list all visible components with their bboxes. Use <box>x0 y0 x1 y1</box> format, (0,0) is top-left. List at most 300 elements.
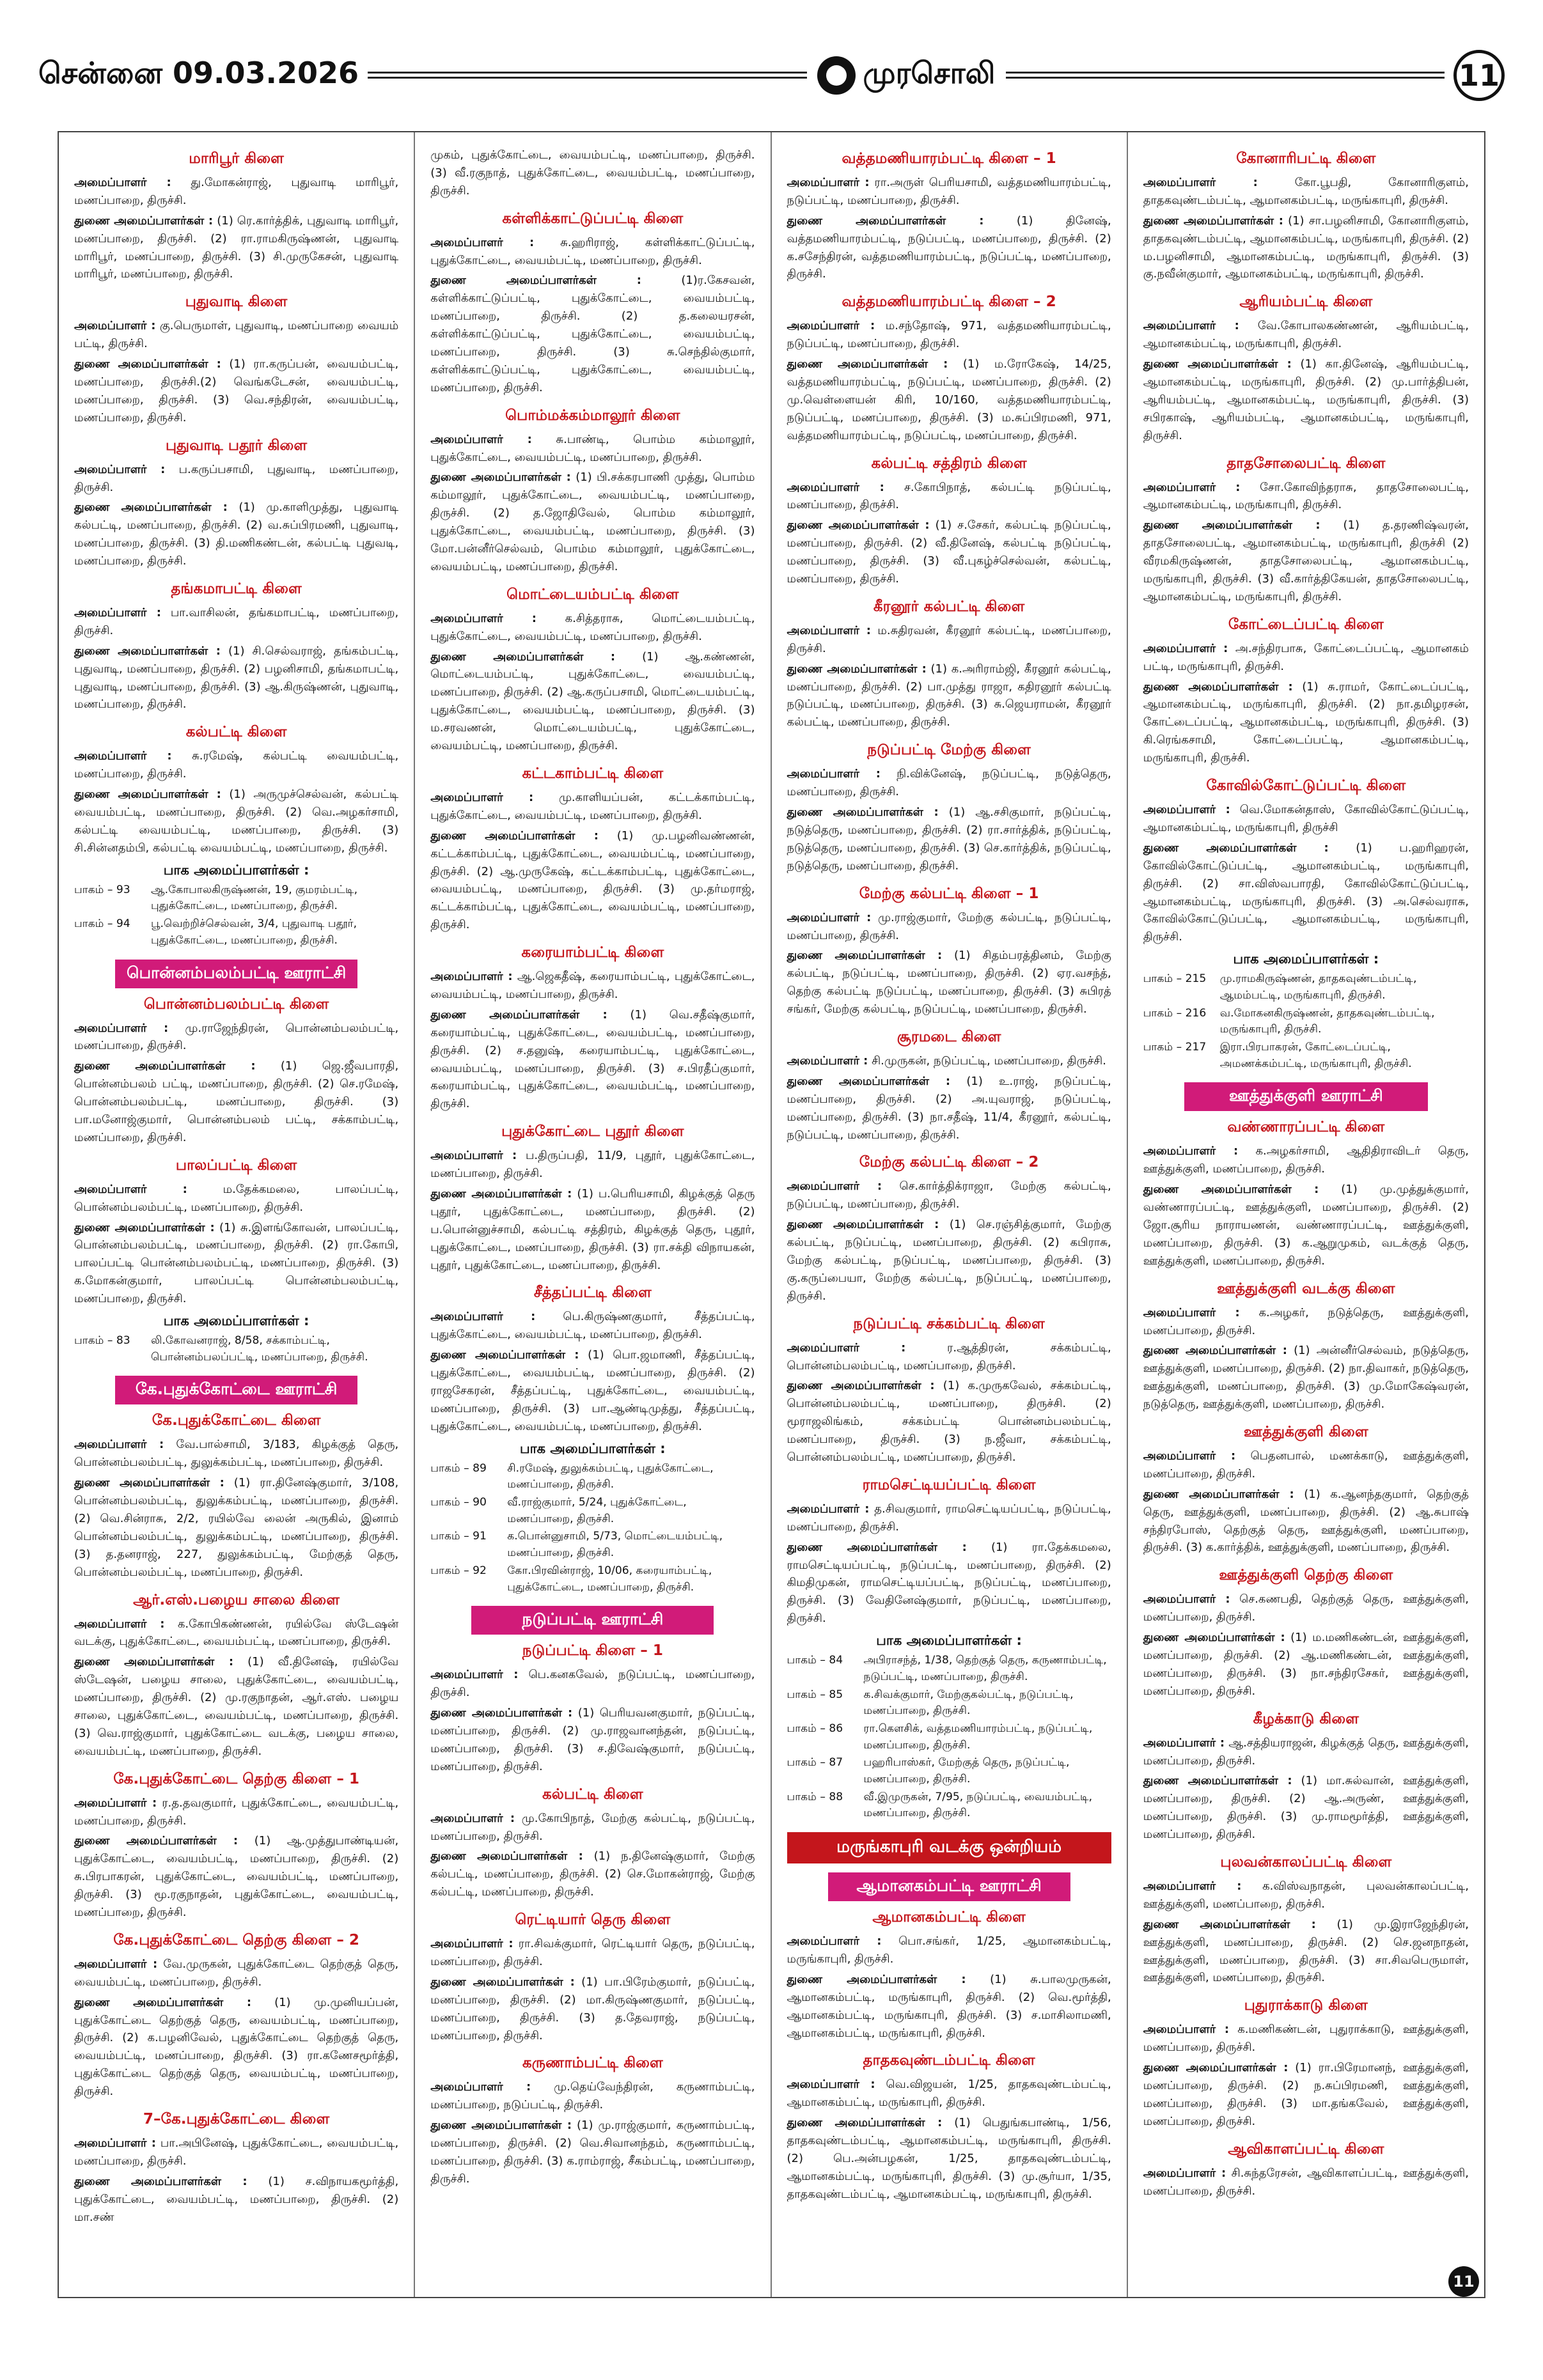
branch-section <box>74 724 398 949</box>
branch-title: தாதசோலைபட்டி கிளை <box>1226 455 1386 472</box>
branch-title: ஊத்துக்குளி கிளை <box>1244 1423 1368 1440</box>
branch-title: பொம்மக்கம்மாலூர் கிளை <box>505 407 680 424</box>
masthead <box>817 56 996 95</box>
deputy-value: (1) மு.காளிமுத்து, புதுவாடி கல்பட்டி, மணப்பாறை, திருச்சி. (2) வ.சுப்பிரமணி, புதுவாடி, மணப்பாறை, திருச்சி. (3) தி.மணிகண்டன், கல்பட்டி புதுவடி, மணப்பாறை, திருச்சி. <box>74 501 399 568</box>
organizer-value: ம.சுதிரவன், கீரனூர் கல்பட்டி, மணப்பாறை, திருச்சி. <box>787 623 1111 655</box>
deputy-label: துணை அமைப்பாளர்கள் : <box>1143 2061 1288 2075</box>
organizer-value: பெ.கனகவேல், நடுப்பட்டி, மணப்பாறை, திருச்சி. <box>430 1668 755 1700</box>
part-organizer: வ.மோகனகிருஷ்ணன், தாதகவுண்டம்பட்டி, மருங்காபுரி, திருச்சி. <box>1219 1006 1435 1036</box>
deputy-value: (1) ச.விநாயகமூர்த்தி, புதுக்கோட்டை, வையம்பட்டி, மணப்பாறை, திருச்சி. (2) மா.சண் <box>74 2174 399 2224</box>
branch-title: ஊத்துக்குளி வடக்கு கிளை <box>1217 1280 1395 1297</box>
organizer-line <box>74 1020 398 1055</box>
organizer-line <box>430 610 755 646</box>
deputy-value: (1) உ.ராஜ், நடுப்பட்டி, மணப்பாறை, திருச்சி. (2) அ.யுவராஜ், நடுப்பட்டி, மணப்பாறை, திருச்சி. (3) நா.சதீஷ், 11/4, கீரனூர், கல்பட்டி, நடுப்பட்டி, மணப்பாறை, திருச்சி. <box>787 1074 1111 1142</box>
branch-title: கட்டகாம்பட்டி கிளை <box>522 765 664 782</box>
part-organizers-list <box>787 1653 1111 1822</box>
deputy-value: (1) ம.மணிகண்டன், ஊத்துக்குளி, மணப்பாறை, திருச்சி. (2) ஆ.மணிகண்டன், ஊத்துக்குளி, மணப்பாறை, திருச்சி. (3) நா.சந்திரசேகர், ஊத்துக்குளி, மணப்பாறை, திருச்சி. <box>1143 1631 1469 1698</box>
part-row <box>787 1653 1111 1685</box>
deputy-value: (1) ம.ரோகேஷ், 14/25, வத்தமணியாரம்பட்டி, நடுப்பட்டி, மணப்பாறை, திருச்சி. (2) மு.வெள்ளையன் கிரி, 10/160, வத்தமணியாரம்பட்டி, நடுப்பட்டி, மணப்பாறை, திருச்சி. (3) ம.சுப்பிரமணி, 971, வத்தமணியாரம்பட்டி, நடுப்பட்டி, மணப்பாறை, திருச்சி. <box>787 357 1111 442</box>
branch-section <box>1143 2141 1469 2200</box>
branch-section <box>1143 616 1469 767</box>
organizer-label: அமைப்பாளர் : <box>430 432 532 446</box>
organizer-value: ர.த.தவகுமார், புதுக்கோட்டை, வையம்பட்டி, மணப்பாறை, திருச்சி. <box>74 1796 399 1828</box>
deputy-value: (1) பி.சக்கரபாணி முத்து, பொம்ம கம்மாலூர், புதுக்கோட்டை, வையம்பட்டி, மணப்பாறை, திருச்சி. (2) த.ஜோதிவேல், பொம்ம கம்மாலூர், புதுக்கோட்டை, வையம்பட்டி, மணப்பாறை, திருச்சி. (3) மோ.பன்னீர்செல்வம், பொம்ம கம்மாலூர், புதுக்கோட்டை, வையம்பட்டி, மணப்பாறை, திருச்சி. <box>430 471 755 573</box>
part-organizer: வீ.ராஜ்குமார், 5/24, புதுக்கோட்டை, மணப்பாறை, திருச்சி. <box>507 1496 687 1525</box>
deputy-label: துணை அமைப்பாளர்கள் : <box>430 471 571 485</box>
organizer-label: அமைப்பாளர் : <box>1143 1592 1230 1606</box>
deputy-value: (1) சா.பழனிசாமி, கோனாரிகுளம், தாதகவுண்டம்பட்டி, ஆமானகம்பட்டி, மருங்காபுரி, திருச்சி. (2) ம.பழனிசாமி, ஆமானகம்பட்டி, மருங்காபுரி, திருச்சி. (3) கு.நவீன்குமார், ஆமானகம்பட்டி, மருங்காபுரி, திருச்சி. <box>1143 214 1469 281</box>
deputy-value: (1) ப.ஹரிஹரன், கோவில்கோட்டுப்பட்டி, ஆமானகம்பட்டி, மருங்காபுரி, திருச்சி. (2) சா.விஸ்வபாரதி, கோவில்கோட்டுப்பட்டி, ஆமானகம்பட்டி, மருங்காபுரி, திருச்சி. (3) அ.செல்வராசு, கோவில்கோட்டுப்பட்டி, ஆமானகம்பட்டி, மருங்காபுரி, திருச்சி. <box>1143 841 1469 944</box>
organizer-value: பா.அபினேஷ், புதுக்கோட்டை, வையம்பட்டி, மணப்பாறை, திருச்சி. <box>74 2136 399 2168</box>
branch-section <box>74 996 398 1147</box>
organizer-value: ரா.அருள் பெரியசாமி, வத்தமணியாரம்பட்டி, நடுப்பட்டி, மணப்பாறை, திருச்சி. <box>787 176 1111 207</box>
organizer-label: அமைப்பாளர் : <box>430 790 534 804</box>
deputy-organizers-line <box>74 1653 398 1760</box>
organizer-line <box>74 1794 398 1830</box>
organizer-value: கோ.பூபதி, கோனாரிகுளம், தாதகவுண்டம்பட்டி, ஆமானகம்பட்டி, மருங்காபுரி, திருச்சி. <box>1143 176 1469 207</box>
deputy-organizers-line <box>787 1539 1111 1628</box>
organizer-label: அமைப்பாளர் : <box>787 176 870 189</box>
organizer-label: அமைப்பாளர் : <box>787 1502 870 1516</box>
deputy-value: (1)ர.கேசவன், கள்ளிக்காட்டுப்பட்டி, புதுக்கோட்டை, வையம்பட்டி, மணப்பாறை, திருச்சி. (2) த.கலையரசன், கள்ளிக்காட்டுப்பட்டி, புதுக்கோட்டை, வையம்பட்டி, மணப்பாறை, திருச்சி. (3) சு.செந்தில்குமார், கள்ளிக்காட்டுப்பட்டி, புதுக்கோட்டை, வையம்பட்டி, மணப்பாறை, திருச்சி. <box>430 274 755 394</box>
branch-title: கோனாரிபட்டி கிளை <box>1236 150 1376 167</box>
deputy-label: துணை அமைப்பாளர்கள் : <box>430 2119 572 2133</box>
organizer-value: ச.கோபிநாத், கல்பட்டி நடுப்பட்டி, மணப்பாறை, திருச்சி. <box>787 480 1111 512</box>
column-1 <box>59 132 415 2297</box>
part-row <box>430 1461 755 1493</box>
deputy-organizers-line <box>430 1973 755 2045</box>
organizer-label: அமைப்பாளர் : <box>74 176 171 189</box>
branch-title: மொட்டையம்பட்டி கிளை <box>506 586 679 603</box>
part-number: பாகம் – 94 <box>74 917 130 931</box>
deputy-organizers-line <box>430 469 755 575</box>
deputy-value: (1) தினேஷ், வத்தமணியாரம்பட்டி, நடுப்பட்டி, மணப்பாறை, திருச்சி. (2) க.சசேந்திரன், வத்தமணியாரம்பட்டி, நடுப்பட்டி, மணப்பாறை, திருச்சி. <box>787 214 1111 281</box>
branch-title: 7–கே.புதுக்கோட்டை கிளை <box>143 2111 330 2128</box>
branch-section <box>787 455 1111 588</box>
deputy-label: துணை அமைப்பாளர்கள் : <box>430 1706 573 1720</box>
organizer-value: க.சித்தராசு, மொட்டையம்பட்டி, புதுக்கோட்டை, வையம்பட்டி, மணப்பாறை, திருச்சி. <box>430 611 755 643</box>
organizer-line <box>787 2076 1111 2112</box>
branch-title: வத்தமணியாரம்பட்டி கிளை – 2 <box>842 293 1056 311</box>
deputy-label: துணை அமைப்பாளர்கள் : <box>74 644 221 658</box>
deputy-organizers-line <box>1143 517 1469 605</box>
branch-title: ஆவிகாளப்பட்டி கிளை <box>1228 2140 1384 2158</box>
deputy-value: (1) சிதம்பரத்தினம், மேற்கு கல்பட்டி, நடுப்பட்டி, மணப்பாறை, திருச்சி. (2) ஏர.வசந்த், தெற்கு கல்பட்டி நடுப்பட்டி, மணப்பாறை, திருச்சி. (3) சுபிரத் சங்கர், மேற்கு கல்பட்டி, நடுப்பட்டி, மணப்பாறை, திருச்சி. <box>787 949 1111 1016</box>
organizer-label: அமைப்பாளர் : <box>787 1934 882 1948</box>
deputy-value: (1) வெ.சதீஷ்குமார், கரையாம்பட்டி, புதுக்கோட்டை, வையம்பட்டி, மணப்பாறை, திருச்சி. (2) ச.தனுஷ், கரையாம்பட்டி, புதுக்கோட்டை, வையம்பட்டி, மணப்பாறை, திருச்சி. (3) ச.பிரதீப்குமார், கரையாம்பட்டி, புதுக்கோட்டை, வையம்பட்டி, மணப்பாறை, திருச்சி. <box>430 1007 755 1111</box>
organizer-value: க.அழகர்சாமி, ஆதிதிராவிடர் தெரு, ஊத்துக்குளி, மணப்பாறை, திருச்சி. <box>1143 1144 1469 1176</box>
deputy-label: துணை அமைப்பாளர்கள் : <box>74 357 221 371</box>
deputy-organizers-line <box>74 786 398 857</box>
organizer-line <box>787 1178 1111 1213</box>
deputy-value: (1) செ.ரஞ்சித்குமார், மேற்கு கல்பட்டி, நடுப்பட்டி, மணப்பாறை, திருச்சி. (2) கபிராசு, மேற்கு கல்பட்டி, நடுப்பட்டி, மணப்பாறை, திருச்சி. (3) கு.கருப்பையா, மேற்கு கல்பட்டி, நடுப்பட்டி, மணப்பாறை, திருச்சி. <box>787 1218 1111 1303</box>
branch-section <box>430 1642 755 1775</box>
column-4 <box>1128 132 1484 2297</box>
organizer-line <box>787 765 1111 801</box>
deputy-label: துணை அமைப்பாளர்கள் : <box>74 1220 215 1234</box>
part-organizers-list <box>74 882 398 949</box>
deputy-label: துணை அமைப்பாளர்கள் : <box>787 518 930 533</box>
branch-title: கோவில்கோட்டுப்பட்டி கிளை <box>1206 777 1406 795</box>
organizer-label: அமைப்பாளர் : <box>787 623 871 637</box>
organizer-line <box>787 1500 1111 1536</box>
branch-title: நடுப்பட்டி சக்கம்பட்டி கிளை <box>853 1315 1045 1332</box>
branch-section <box>74 150 398 283</box>
organizer-line <box>787 1052 1111 1070</box>
deputy-label: துணை அமைப்பாளர்கள் : <box>787 357 948 371</box>
organizer-value: கு.பெருமாள், புதுவாடி, மணப்பாறை வையம் பட்டி, திருச்சி. <box>74 319 399 351</box>
deputy-label: துணை அமைப்பாளர்கள் : <box>787 1379 935 1393</box>
organizer-value: மு.தெய்வேந்திரன், கருணாம்பட்டி, மணப்பாறை, நடுப்பட்டி, திருச்சி. <box>430 2080 755 2112</box>
branch-title: கே.புதுக்கோட்டை கிளை <box>152 1412 321 1429</box>
deputy-organizers-line <box>787 2114 1111 2203</box>
deputy-value: (1) சு.ராமர், கோட்டைப்பட்டி, ஆமானகம்பட்டி, மருங்காபுரி, திருச்சி. (2) நா.தமிழரசன், கோட்டைப்பட்டி, ஆமானகம்பட்டி, மருங்காபுரி, திருச்சி. (3) கி.ரெங்கசாமி, கோட்டைப்பட்டி, ஆமானகம்பட்டி, மருங்காபுரி, திருச்சி. <box>1143 680 1469 765</box>
deputy-value: (1) ரா.பிரேமானந், ஊத்துக்குளி, மணப்பாறை, திருச்சி. (2) ந.சுப்பிரமணி, ஊத்துக்குளி, மணப்பாறை, திருச்சி. (3) மா.தங்கவேல், ஊத்துக்குளி, மணப்பாறை, திருச்சி. <box>1143 2061 1469 2128</box>
deputy-label: துணை அமைப்பாளர்கள் : <box>430 1849 583 1863</box>
organizer-label: அமைப்பாளர் : <box>1143 641 1228 655</box>
organizer-label: அமைப்பாளர் : <box>1143 2023 1230 2037</box>
organizer-line <box>430 2078 755 2114</box>
deputy-label: துணை அமைப்பாளர்கள் : <box>74 501 228 515</box>
organizer-value: சு.ஹரிராஜ், கள்ளிக்காட்டுப்பட்டி, புதுக்கோட்டை, வையம்பட்டி, மணப்பாறை, திருச்சி. <box>430 235 755 267</box>
organizer-value: பொ.சங்கர், 1/25, ஆமானகம்பட்டி, மருங்காபுரி, திருச்சி. <box>787 1934 1111 1966</box>
part-row <box>787 1721 1111 1754</box>
deputy-value: (1) அன்னீர்செல்வம், நடுத்தெரு, ஊத்துக்குளி, மணப்பாறை, திருச்சி. (2) நா.திவாகர், நடுத்தெரு, ஊத்துக்குளி, மணப்பாறை, திருச்சி. (3) மு.மோகேஷ்வரன், நடுத்தெரு, ஊத்துக்குளி, மணப்பாறை, திருச்சி. <box>1143 1344 1469 1412</box>
part-number: பாகம் – 85 <box>787 1688 843 1701</box>
deputy-label: துணை அமைப்பாளர்கள் : <box>1143 1774 1292 1788</box>
column-2 <box>415 132 771 2297</box>
branch-section <box>1143 150 1469 283</box>
branch-title: மாரிபூர் கிளை <box>189 150 284 167</box>
branch-title: புதுராக்காடு கிளை <box>1244 1997 1368 2014</box>
branch-section <box>430 1786 755 1901</box>
part-number: பாகம் – 83 <box>74 1334 130 1347</box>
rising-sun-logo-icon <box>817 56 856 95</box>
branch-title: கே.புதுக்கோட்டை தெற்கு கிளை – 1 <box>113 1770 360 1787</box>
deputy-organizers-line <box>74 1219 398 1308</box>
branch-title: தங்கமாபட்டி கிளை <box>171 580 302 598</box>
part-organizers-heading: பாக அமைப்பாளர்கள் : <box>163 862 309 878</box>
deputy-organizers-line <box>1143 1772 1469 1844</box>
branch-section <box>430 146 755 200</box>
deputy-label: துணை அமைப்பாளர்கள் : <box>1143 1344 1287 1358</box>
branch-section <box>430 1911 755 2044</box>
branch-section <box>787 1316 1111 1466</box>
organizer-line <box>430 431 755 467</box>
organizer-line <box>430 1147 755 1183</box>
deputy-label: துணை அமைப்பாளர்கள் : <box>787 214 984 228</box>
organizer-line <box>787 174 1111 210</box>
branch-section <box>787 293 1111 444</box>
organizer-line <box>1143 1304 1469 1340</box>
organizer-line <box>430 789 755 825</box>
organizer-line <box>787 909 1111 945</box>
deputy-label: துணை அமைப்பாளர்கள் : <box>1143 518 1320 533</box>
branch-section <box>787 885 1111 1018</box>
organizer-value: மு.காளியப்பன், கட்டக்காம்பட்டி, புதுக்கோட்டை, வையம்பட்டி, மணப்பாறை, திருச்சி. <box>430 790 755 822</box>
organizer-value: வெ.மோகன்தாஸ், கோவில்கோட்டுப்பட்டி, ஆமானகம்பட்டி, மருங்காபுரி, திருச்சி <box>1143 803 1469 834</box>
deputy-organizers-line <box>430 1346 755 1435</box>
organizer-label: அமைப்பாளர் : <box>74 462 166 476</box>
branch-section <box>430 1123 755 1274</box>
branch-title: கீழக்காடு கிளை <box>1253 1710 1359 1727</box>
branch-section <box>787 1477 1111 1822</box>
deputy-label: துணை அமைப்பாளர்கள் : <box>1143 214 1283 228</box>
branch-title: புலவன்காலப்பட்டி கிளை <box>1220 1854 1392 1871</box>
organizer-value: ம.தேக்கமலை, பாலப்பட்டி, பொன்னம்பலம்பட்டி, மணப்பாறை, திருச்சி. <box>74 1182 399 1214</box>
deputy-value: (1) க.அரிராம்ஜி, கீரனூர் கல்பட்டி, மணப்பாறை, திருச்சி. (2) பா.முத்து ராஜா, கதிரனூர் கல்பட்டி நடுப்பட்டி, மணப்பாறை, திருச்சி. (3) சு.ஜெயராமன், கீரனூர் கல்பட்டி, மணப்பாறை, திருச்சி. <box>787 662 1111 729</box>
deputy-label: துணை அமைப்பாளர்கள் : <box>74 788 221 802</box>
branch-section <box>1143 777 1469 1072</box>
header-rule-left <box>368 72 806 79</box>
deputy-organizers-line <box>787 355 1111 444</box>
organizer-label: அமைப்பாளர் : <box>787 480 884 494</box>
organizer-label: அமைப்பாளர் : <box>74 1617 165 1631</box>
deputy-label: துணை அமைப்பாளர்கள் : <box>74 1834 239 1848</box>
deputy-value: (1) மு.பழனிவண்ணன், கட்டக்காம்பட்டி, புதுக்கோட்டை, வையம்பட்டி, மணப்பாறை, திருச்சி. (2) ஆ.முருகேஷ், கட்டக்காம்பட்டி, புதுக்கோட்டை, வையம்பட்டி, மணப்பாறை, திருச்சி. (3) மு.தர்மராஜ், கட்டக்காம்பட்டி, புதுக்கோட்டை, வையம்பட்டி, மணப்பாறை, திருச்சி. <box>430 828 755 932</box>
branch-title: ராமசெட்டியப்பட்டி கிளை <box>862 1476 1036 1493</box>
branch-section <box>74 580 398 713</box>
part-organizers-heading: பாக அமைப்பாளர்கள் : <box>520 1440 666 1456</box>
organizer-label: அமைப்பாளர் : <box>74 1182 187 1196</box>
organizer-label: அமைப்பாளர் : <box>430 2080 531 2094</box>
branch-section <box>74 1592 398 1761</box>
organizer-label: அமைப்பாளர் : <box>430 1937 513 1951</box>
organizer-label: அமைப்பாளர் : <box>74 1796 157 1810</box>
deputy-label: துணை அமைப்பாளர்கள் : <box>74 1995 252 2009</box>
organizer-value: வே.பால்சாமி, 3/183, கிழக்குத் தெரு, பொன்னம்பலம்பட்டி, துலுக்கம்பட்டி, மணப்பாறை, திருச்சி. <box>74 1438 399 1470</box>
deputy-label: துணை அமைப்பாளர்கள் : <box>787 805 939 820</box>
branch-title: கல்பட்டி சத்திரம் கிளை <box>871 455 1027 472</box>
part-number: பாகம் – 87 <box>787 1756 843 1769</box>
deputy-value: (1) மு.முத்துக்குமார், வண்ணாரப்பட்டி, ஊத்துக்குளி, மணப்பாறை, திருச்சி. (2) ஜோ.சூரிய நாராயணன், வண்ணாரப்பட்டி, ஊத்துக்குளி, மணப்பாறை, திருச்சி. (3) க.ஆறுமுகம், வடக்குத் தெரு, ஊத்துக்குளி, மணப்பாறை, திருச்சி. <box>1143 1183 1469 1268</box>
deputy-organizers-line <box>1143 1181 1469 1270</box>
deputy-label: துணை அமைப்பாளர்கள் : <box>74 1476 224 1490</box>
deputy-value: (1) ரெ.கார்த்திக், புதுவாடி மாரிபூர், மணப்பாறை, திருச்சி. (2) ரா.ராமகிருஷ்ணன், புதுவாடி மாரிபூர், மணப்பாறை, திருச்சி. (3) சி.முருகேசன், புதுவாடி மாரிபூர், மணப்பாறை, திருச்சி. <box>74 214 399 281</box>
organizer-line <box>430 1810 755 1846</box>
deputy-value: (1) ப.பெரியசாமி, கிழக்குத் தெரு புதூர், புதுக்கோட்டை, மணப்பாறை, திருச்சி. (2) ப.பொன்னுச்சாமி, கல்பட்டி சத்திரம், கிழக்குத் தெரு, புதூர், புதுக்கோட்டை, மணப்பாறை, திருச்சி. (3) ரா.சக்தி விநாயகன், புதூர், புதுக்கோட்டை, மணப்பாறை, திருச்சி. <box>430 1186 755 1272</box>
branch-title: புதுக்கோட்டை புதூர் கிளை <box>501 1123 684 1140</box>
header-rule-right <box>1006 72 1445 79</box>
part-organizer: மு.ராமகிருஷ்ணன், தாதகவுண்டம்பட்டி, ஆமம்பட்டி, மருங்காபுரி, திருச்சி. <box>1219 972 1417 1002</box>
deputy-value: (1) ஆ.சசிகுமார், நடுப்பட்டி, நடுத்தெரு, மணப்பாறை, திருச்சி. (2) ரா.சார்த்திக், நடுப்பட்டி, நடுத்தெரு, மணப்பாறை, திருச்சி. (3) செ.கார்த்திக், நடுப்பட்டி, நடுத்தெரு, மணப்பாறை, திருச்சி. <box>787 805 1111 873</box>
organizer-label: அமைப்பாளர் : <box>430 235 535 249</box>
deputy-label: துணை அமைப்பாளர்கள் : <box>74 2174 247 2188</box>
organizer-label: அமைப்பாளர் : <box>1143 319 1239 333</box>
organizer-value: சி.முருகன், நடுப்பட்டி, மணப்பாறை, திருச்சி. <box>872 1054 1106 1068</box>
branch-title: கல்பட்டி கிளை <box>542 1785 643 1803</box>
deputy-value: (1) ரா.கருப்பன், வையம்பட்டி, மணப்பாறை, திருச்சி.(2) வெங்கடேசன், வையம்பட்டி, மணப்பாறை, திருச்சி. (3) வெ.சந்திரன், வையம்பட்டி, மணப்பாறை, திருச்சி. <box>74 357 399 424</box>
organizer-value: த.சிவகுமார், ராமசெட்டியப்பட்டி, நடுப்பட்டி, மணப்பாறை, திருச்சி. <box>787 1502 1111 1534</box>
deputy-label: துணை அமைப்பாளர்கள் : <box>430 1975 575 1989</box>
organizer-line <box>1143 2021 1469 2057</box>
organizer-line <box>74 1615 398 1651</box>
branch-section <box>787 150 1111 283</box>
deputy-label: துணை அமைப்பாளர்கள் : <box>1143 1487 1294 1501</box>
organizer-label: அமைப்பாளர் : <box>787 910 872 924</box>
branch-title: கீரனூர் கல்பட்டி கிளை <box>873 598 1025 615</box>
deputy-organizers-line <box>787 660 1111 732</box>
deputy-organizers-line <box>430 1185 755 1274</box>
organizer-line <box>1143 801 1469 837</box>
part-organizer: இரா.பிரபாகரன், கோட்டைப்பட்டி, அமணக்கம்பட்டி, மருங்காபுரி, திருச்சி. <box>1219 1040 1412 1070</box>
part-organizer: கோ.பிரவின்ராஜ், 10/06, கரையாம்பட்டி, புதுக்கோட்டை, மணப்பாறை, திருச்சி. <box>507 1564 712 1594</box>
organizer-label: அமைப்பாளர் : <box>430 1310 536 1324</box>
panchayat-banner: நடுப்பட்டி ஊராட்சி <box>471 1606 714 1635</box>
branch-section <box>74 1932 398 2101</box>
part-number: பாகம் – 89 <box>430 1461 487 1475</box>
organizer-line <box>1143 1142 1469 1178</box>
branch-title: நடுப்பட்டி கிளை – 1 <box>522 1642 663 1660</box>
deputy-value: (1) சு.பாலமுருகன், ஆமானகம்பட்டி, மருங்காபுரி, திருச்சி. (2) வெ.மூர்த்தி, ஆமானகம்பட்டி, மருங்காபுரி, திருச்சி. (3) ச.மாசிலாமணி, ஆமானகம்பட்டி, மருங்காபுரி, திருச்சி. <box>787 1972 1111 2040</box>
deputy-organizers-line <box>74 212 398 284</box>
panchayat-banner: கே.புதுக்கோட்டை ஊராட்சி <box>115 1376 357 1404</box>
deputy-value: (1) பெரியவனகுமார், நடுப்பட்டி, மணப்பாறை, திருச்சி. (2) மு.ராஜவானந்தன், நடுப்பட்டி, மணப்பாறை, திருச்சி. (3) ச.திவேஷ்குமார், நடுப்பட்டி, மணப்பாறை, திருச்சி. <box>430 1706 755 1773</box>
part-number: பாகம் – 92 <box>430 1564 487 1577</box>
branch-title: ஆமானகம்பட்டி கிளை <box>872 1909 1026 1926</box>
branch-section <box>1143 1119 1469 1270</box>
organizer-label: அமைப்பாளர் : <box>1143 2166 1226 2180</box>
deputy-label: துணை அமைப்பாளர்கள் : <box>1143 680 1293 694</box>
organizer-value: க.மணிகண்டன், புதுராக்காடு, ஊத்துக்குளி, மணப்பாறை, திருச்சி. <box>1143 2023 1469 2055</box>
organizer-value: ரா.சிவக்குமார், ரெட்டியார் தெரு, நடுப்பட்டி, மணப்பாறை, திருச்சி. <box>430 1937 755 1968</box>
organizer-label: அமைப்பாளர் : <box>1143 1736 1225 1750</box>
organizer-value: மு.ராஜ்குமார், மேற்கு கல்பட்டி, நடுப்பட்டி, மணப்பாறை, திருச்சி. <box>787 910 1111 942</box>
organizer-value: அ.சந்திரபாசு, கோட்டைப்பட்டி, ஆமானகம் பட்டி, மருங்காபுரி, திருச்சி. <box>1143 641 1469 673</box>
deputy-value: (1) ச.சேகர், கல்பட்டி நடுப்பட்டி, மணப்பாறை, திருச்சி. (2) வீ.தினேஷ், கல்பட்டி நடுப்பட்டி, மணப்பாறை, திருச்சி. (3) வீ.புகழ்ச்செல்வன், கல்பட்டி, மணப்பாறை, திருச்சி. <box>787 518 1111 586</box>
deputy-value: (1) ரா.தேக்கமலை, ராமசெட்டியப்பட்டி, நடுப்பட்டி, மணப்பாறை, திருச்சி. (2) கிமதிமுகன், ராமசெட்டியப்பட்டி, நடுப்பட்டி, மணப்பாறை, திருச்சி. (3) வேதினேஷ்குமார், நடுப்பட்டி, மணப்பாறை, திருச்சி. <box>787 1540 1111 1626</box>
part-organizers-heading: பாக அமைப்பாளர்கள் : <box>876 1633 1022 1649</box>
deputy-value: (1) பெதுங்கபாண்டி, 1/56, தாதகவுண்டம்பட்டி, ஆமானகம்பட்டி, மருங்காபுரி, திருச்சி. (2) பெ.அன்பழகன், 1/25, தாதகவுண்டம்பட்டி, ஆமானகம்பட்டி, மருங்காபுரி, திருச்சி. (3) மு.சூர்யா, 1/35, தாதகவுண்டம்பட்டி, ஆமானகம்பட்டி, மருங்காபுரி, திருச்சி. <box>787 2116 1111 2201</box>
organizer-value: செ.கார்த்திக்ராஜா, மேற்கு கல்பட்டி, நடுப்பட்டி, மணப்பாறை, திருச்சி. <box>787 1179 1111 1211</box>
deputy-organizers-line <box>74 1832 398 1921</box>
organizer-label: அமைப்பாளர் : <box>74 2136 156 2151</box>
deputy-label: துணை அமைப்பாளர்கள் : <box>430 1007 607 1022</box>
brand-name: முரசொலி <box>863 56 996 90</box>
organizer-label: அமைப்பாளர் : <box>1143 1449 1236 1463</box>
branch-title: தாதகவுண்டம்பட்டி கிளை <box>863 2052 1035 2069</box>
panchayat-banner: ஆமானகம்பட்டி ஊராட்சி <box>828 1872 1070 1901</box>
organizer-value: ஆ.ஜெகதீஷ், கரையாம்பட்டி, புதுக்கோட்டை, வையம்பட்டி, மணப்பாறை, திருச்சி. <box>430 970 755 1001</box>
deputy-organizers-line <box>787 1216 1111 1305</box>
deputy-label: துணை அமைப்பாளர்கள் : <box>74 214 214 228</box>
deputy-organizers-line <box>787 947 1111 1018</box>
organizer-line <box>430 968 755 1004</box>
organizer-value: க.கோபிகண்ணன், ரயில்வே ஸ்டேஷன் வடக்கு, புதுக்கோட்டை, வையம்பட்டி, மணப்பாறை, திருச்சி. <box>74 1617 399 1649</box>
deputy-label: துணை அமைப்பாளர்கள் : <box>430 649 616 664</box>
branch-section <box>1143 1997 1469 2130</box>
deputy-organizers-line <box>430 2117 755 2188</box>
deputy-organizers-line <box>1143 2059 1469 2131</box>
deputy-label: துணை அமைப்பாளர்கள் : <box>74 1655 234 1669</box>
organizer-label: அமைப்பாளர் : <box>74 1438 164 1452</box>
deputy-value: (1) மு.முனியப்பன், புதுக்கோட்டை தெற்குத் தெரு, வையம்பட்டி, மணப்பாறை, திருச்சி. (2) க.பழனிவேல், புதுக்கோட்டை தெற்குத் தெரு, வையம்பட்டி, மணப்பாறை, திருச்சி. (3) ரா.கணேசமூர்த்தி, புதுக்கோட்டை தெற்குத் தெரு, வையம்பட்டி, மணப்பாறை, திருச்சி. <box>74 1995 399 2099</box>
branch-title: கல்பட்டி கிளை <box>185 724 287 741</box>
deputy-organizers-line <box>430 1704 755 1776</box>
deputy-value: (1) சு.இளங்கோவன், பாலப்பட்டி, பொன்னம்பலம்பட்டி, மணப்பாறை, திருச்சி. (2) ரா.கோபி, பாலப்பட்டி பொன்னம்பலம்பட்டி, மணப்பாறை, திருச்சி. (3) க.மோகன்குமார், பாலப்பட்டி பொன்னம்பலம்பட்டி, மணப்பாறை, திருச்சி. <box>74 1220 399 1306</box>
part-organizer: வீ.இமுருகன், 7/95, நடுப்பட்டி, வையம்பட்டி, மணப்பாறை, திருச்சி. <box>863 1790 1093 1820</box>
branch-title: வண்ணாரப்பட்டி கிளை <box>1227 1119 1385 1136</box>
deputy-value: (1) அருமுச்செல்வன், கல்பட்டி வையம்பட்டி, மணப்பாறை, திருச்சி. (2) வெ.அழகர்சாமி, கல்பட்டி வையம்பட்டி, மணப்பாறை, திருச்சி. (3) சி.சின்னதம்பி, கல்பட்டி வையம்பட்டி, மணப்பாறை, திருச்சி. <box>74 788 399 855</box>
deputy-value: (1) பா.பிரேம்குமார், நடுப்பட்டி, மணப்பாறை, திருச்சி. (2) மா.கிருஷ்ணகுமார், நடுப்பட்டி, மணப்பாறை, திருச்சி. (3) த.தேவராஜ், நடுப்பட்டி, மணப்பாறை, திருச்சி. <box>430 1975 755 2042</box>
deputy-organizers-line <box>787 212 1111 284</box>
organizer-label: அமைப்பாளர் : <box>74 749 172 763</box>
deputy-value: (1) மு.இராஜேந்திரன், ஊத்துக்குளி, மணப்பாறை, திருச்சி. (2) செ.ஜனநாதன், ஊத்துக்குளி, மணப்பாறை, திருச்சி. (3) சா.சிவபெருமாள், ஊத்துக்குளி, மணப்பாறை, திருச்சி. <box>1143 1917 1469 1985</box>
branch-section <box>787 2052 1111 2203</box>
branch-title: பொன்னம்பலம்பட்டி கிளை <box>143 995 329 1013</box>
deputy-organizers-line <box>1143 1916 1469 1987</box>
deputy-organizers-line <box>74 1994 398 2101</box>
part-row <box>787 1687 1111 1720</box>
organizer-label: அமைப்பாளர் : <box>430 970 513 984</box>
branch-section <box>787 598 1111 731</box>
deputy-value: (1) மு.ராஜ்குமார், கருணாம்பட்டி, மணப்பாறை, திருச்சி. (2) வெ.சிவானந்தம், கருணாம்பட்டி, மணப்பாறை, திருச்சி. (3) க.ராம்ராஜ், சீகம்பட்டி, மணப்பாறை, திருச்சி. <box>430 2119 755 2186</box>
organizer-line <box>787 1339 1111 1375</box>
branch-section <box>1143 1567 1469 1700</box>
organizer-line <box>1143 1591 1469 1626</box>
branch-section <box>430 210 755 397</box>
branch-title: சீத்தப்பட்டி கிளை <box>533 1284 652 1302</box>
branch-title: நடுப்பட்டி மேற்கு கிளை <box>867 742 1031 759</box>
organizer-value: ர.ஆத்திரன், சக்கம்பட்டி, பொன்னம்பலம்பட்டி, மணப்பாறை, திருச்சி. <box>787 1341 1111 1373</box>
branch-title: புதுவாடி கிளை <box>185 293 288 311</box>
deputy-organizers-line <box>787 1971 1111 2042</box>
deputy-label: துணை அமைப்பாளர்கள் : <box>74 1059 256 1073</box>
organizer-label: அமைப்பாளர் : <box>74 1957 158 1971</box>
part-row <box>74 882 398 915</box>
organizer-line <box>430 1666 755 1702</box>
branch-section <box>430 944 755 1113</box>
organizer-line <box>1143 640 1469 676</box>
organizer-value: க.அழகர், நடுத்தெரு, ஊத்துக்குளி, மணப்பாறை, திருச்சி. <box>1143 1305 1469 1337</box>
branch-section <box>1143 1280 1469 1413</box>
part-number: பாகம் – 90 <box>430 1496 487 1509</box>
deputy-organizers-line <box>430 272 755 396</box>
branch-section <box>787 1154 1111 1305</box>
part-organizers-list <box>430 1461 755 1596</box>
organizer-value: பெதனபால், மணக்காடு, ஊத்துக்குளி, மணப்பாறை, திருச்சி. <box>1143 1449 1469 1481</box>
deputy-value: (1) கா.தினேஷ், ஆரியம்பட்டி, ஆமானகம்பட்டி, மருங்காபுரி, திருச்சி. (2) மு.பார்த்திபன், ஆரியம்பட்டி, ஆமானகம்பட்டி, மருங்காபுரி, திருச்சி. (3) சபிரகாஷ், ஆரியம்பட்டி, ஆமானகம்பட்டி, மருங்காபுரி, திருச்சி. <box>1143 357 1469 442</box>
deputy-value: (1) ஜெ.ஜீவபாரதி, பொன்னம்பலம் பட்டி, மணப்பாறை, திருச்சி. (2) செ.ரமேஷ், பொன்னம்பலம்பட்டி, மணப்பாறை, திருச்சி. (3) பா.மனோஜ்குமார், பொன்னம்பலம் பட்டி, சக்காம்பட்டி, மணப்பாறை, திருச்சி. <box>74 1059 399 1144</box>
branch-section <box>1143 1424 1469 1557</box>
part-row <box>787 1755 1111 1787</box>
organizer-value: ப.திருப்பதி, 11/9, புதூர், புதுக்கோட்டை, மணப்பாறை, திருச்சி. <box>430 1149 755 1181</box>
column-3 <box>772 132 1128 2297</box>
organizer-line <box>74 317 398 353</box>
branch-section <box>1143 1854 1469 1987</box>
organizer-line <box>430 1935 755 1971</box>
organizer-line <box>1143 1878 1469 1913</box>
deputy-value: (1) வீ.தினேஷ், ரயில்வே ஸ்டேஷன், பழைய சாலை, புதுக்கோட்டை, வையம்பட்டி, மணப்பாறை, திருச்சி. (2) மு.ரகுநாதன், ஆர்.எஸ். பழைய சாலை, புதுக்கோட்டை, வையம்பட்டி, மணப்பாறை, திருச்சி. (3) வெ.ராஜ்குமார், புதுக்கோட்டை வடக்கு, பழைய சாலை, வையம்பட்டி, மணப்பாறை, திருச்சி. <box>74 1655 399 1758</box>
deputy-label: துணை அமைப்பாளர்கள் : <box>787 1972 966 1986</box>
organizer-label: அமைப்பாளர் : <box>787 767 881 781</box>
organizer-value: சு.பாண்டி, பொம்ம கம்மாலூர், புதுக்கோட்டை, வையம்பட்டி, மணப்பாறை, திருச்சி. <box>430 432 755 464</box>
deputy-value: (1) ந.தினேஷ்குமார், மேற்கு கல்பட்டி, மணப்பாறை, திருச்சி. (2) செ.மோகன்ராஜ், மேற்கு கல்பட்டி, மணப்பாறை, திருச்சி. <box>430 1849 755 1899</box>
deputy-organizers-line <box>74 642 398 714</box>
deputy-organizers-line <box>74 355 398 427</box>
part-organizers-list <box>1143 971 1469 1072</box>
deputy-organizers-line <box>430 827 755 934</box>
deputy-value: (1) க.முருகவேல், சக்கம்பட்டி, பொன்னம்பலம்பட்டி, மணப்பாறை, திருச்சி. (2) மூராஜலிங்கம், சக்கம்பட்டி பொன்னம்பலம்பட்டி, மணப்பாறை, திருச்சி. (3) ந.ஜீவா, சக்கம்பட்டி, பொன்னம்பலம்பட்டி, மணப்பாறை, திருச்சி. <box>787 1379 1111 1464</box>
footer-page-number: 11 <box>1448 2266 1479 2297</box>
part-row <box>1143 971 1469 1004</box>
organizer-label: அமைப்பாளர் : <box>74 319 156 333</box>
branch-section <box>74 2111 398 2226</box>
part-organizer: லி.கோவனராஜ், 8/58, சக்காம்பட்டி, பொன்னம்பலப்பட்டி, மணப்பாறை, திருச்சி. <box>151 1334 368 1364</box>
branch-section <box>1143 293 1469 444</box>
deputy-organizers-line <box>430 1006 755 1113</box>
organizer-value: ஆ.சத்தியராஜன், கிழக்குத் தெரு, ஊத்துக்குளி, மணப்பாறை, திருச்சி. <box>1143 1736 1469 1768</box>
